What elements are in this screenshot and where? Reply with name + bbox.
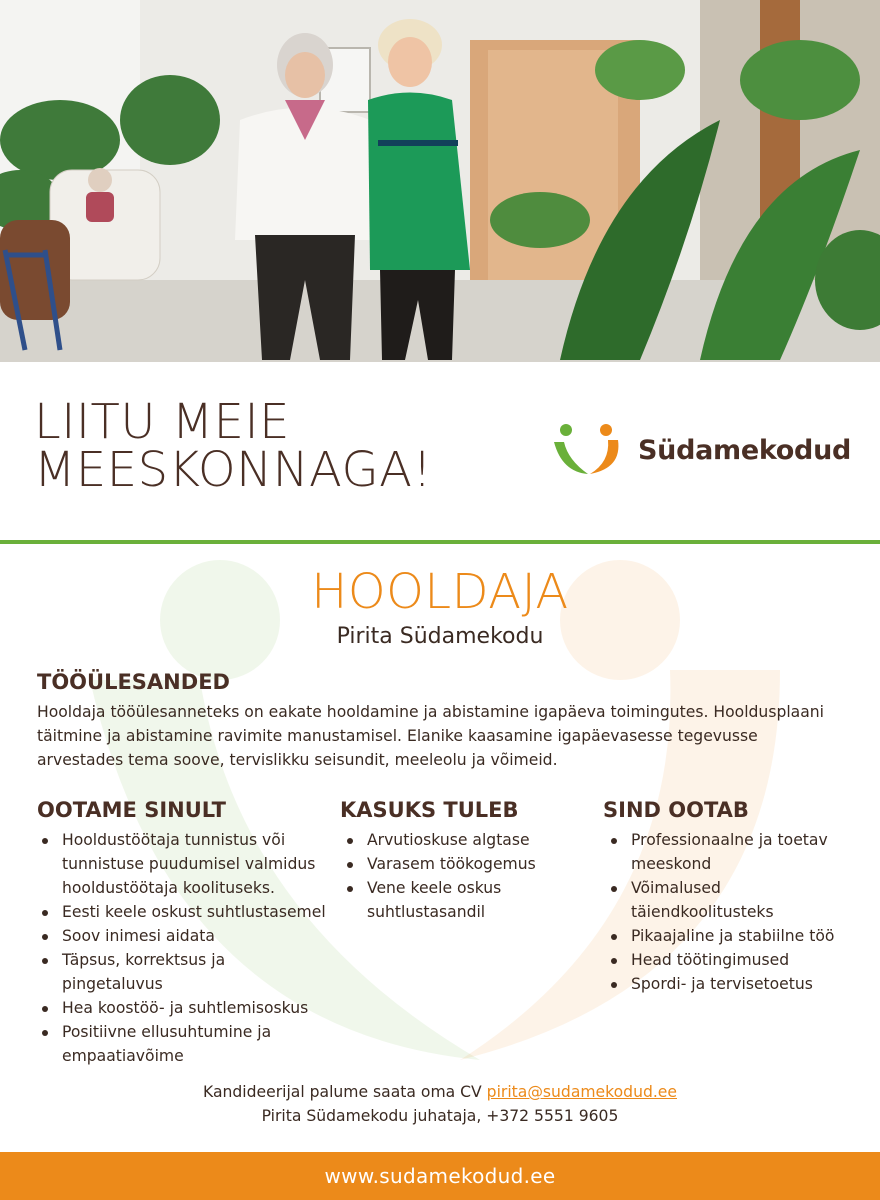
hero-illustration <box>0 0 880 362</box>
heart-people-icon <box>552 420 636 480</box>
list-item: Vene keele oskus suhtlustasandil <box>342 876 537 924</box>
plus-heading: KASUKS TULEB <box>340 798 519 822</box>
list-item: Hooldustöötaja tunnistus või tunnistuse puudumisel valmidus hooldustöötaja koolituseks. <box>37 828 337 900</box>
list-item: Hea koostöö- ja suhtlemisoskus <box>37 996 337 1020</box>
contact-block <box>0 1080 880 1128</box>
list-item: Varasem töökogemus <box>342 852 572 876</box>
email-link[interactable]: pirita@sudamekodud.ee <box>486 1083 677 1101</box>
list-item: Soov inimesi aidata <box>37 924 337 948</box>
brand-name: Südamekodud <box>638 435 852 466</box>
offer-list <box>606 828 856 996</box>
list-item: Täpsus, korrektsus ja pingetaluvus <box>37 948 262 996</box>
job-location: Pirita Südamekodu <box>336 624 544 649</box>
duties-text: Hooldaja tööülesanneteks on eakate hooldamine ja abistamine igapäeva toimingutes. Hooldusplaani täitmine ja abistamine ravimite manustamisel. Elanike kaasamine igapäevasesse tegevusse arvestades tema soove, tervislikku seisundit, meeleolu ja võimeid. <box>37 703 824 769</box>
list-item: Eesti keele oskust suhtlustasemel <box>37 900 337 924</box>
expect-list <box>37 828 337 1068</box>
headline-line-1: LIITU MEIE <box>34 394 290 450</box>
plus-list <box>342 828 572 924</box>
headline-line-2: MEESKONNAGA! <box>34 442 433 498</box>
list-item: Professionaalne ja toetav meeskond <box>606 828 856 876</box>
footer-bar <box>0 1152 880 1200</box>
list-item: Arvutioskuse algtase <box>342 828 572 852</box>
list-item: Spordi- ja tervisetoetus <box>606 972 856 996</box>
headline <box>34 394 433 498</box>
list-item: Positiivne ellusuhtumine ja empaatiavõime <box>37 1020 302 1068</box>
list-item: Head töötingimused <box>606 948 856 972</box>
offer-heading: SIND OOTAB <box>603 798 749 822</box>
list-item: Pikaajaline ja stabiilne töö <box>606 924 856 948</box>
brand-logo <box>552 420 852 480</box>
duties-heading: TÖÖÜLESANDED <box>37 670 230 694</box>
website-link[interactable]: www.sudamekodud.ee <box>324 1164 556 1188</box>
green-divider <box>0 540 880 544</box>
contact-line-2: Pirita Südamekodu juhataja, +372 5551 9605 <box>261 1107 619 1125</box>
hero-photo <box>0 0 880 362</box>
contact-line-1 <box>0 1080 880 1104</box>
job-title: HOOLDAJA <box>311 564 569 620</box>
expect-heading: OOTAME SINULT <box>37 798 226 822</box>
contact-prefix: Kandideerijal palume saata oma CV <box>203 1083 482 1101</box>
list-item: Võimalused täiendkoolitusteks <box>606 876 831 924</box>
